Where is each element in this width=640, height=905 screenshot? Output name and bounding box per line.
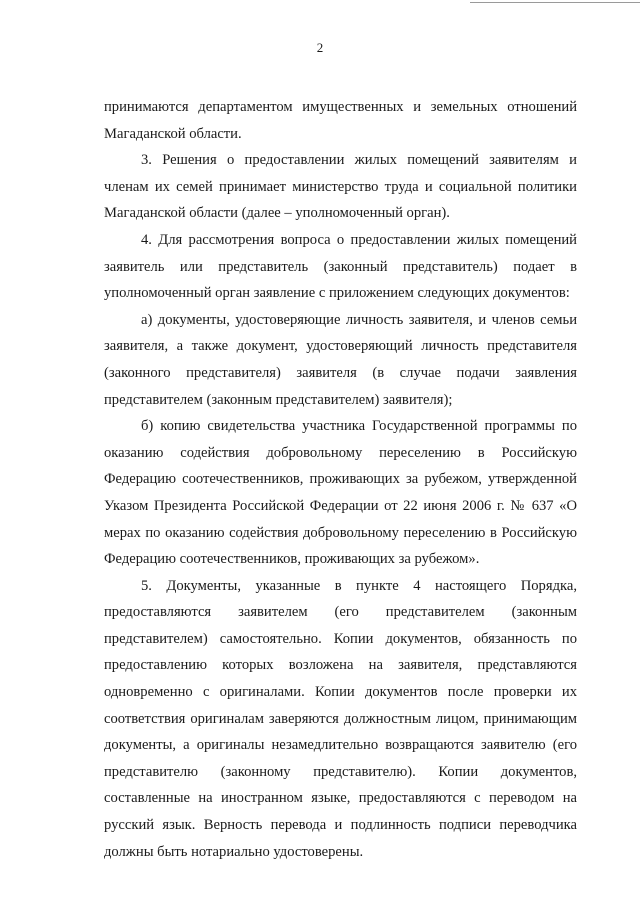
page-number: 2 <box>316 40 324 55</box>
paragraph-item-5: 5. Документы, указанные в пункте 4 настоящего Порядка, предоставляются заявителем (его представителем (законным представителем) самостоятельно. Копии документов, обязанность по предоставлению которых возложена на заявителя, представляются одновременно с оригиналами. Копии документов после проверки их соответствия оригиналам заверяются должностным лицом, принимающим документы, а оригиналы незамедлительно возвращаются заявителю (его представителю (законному представителю). Копии документов, составленные на иностранном языке, предоставляются с переводом на русский язык. Верность перевода и подлинность подписи переводчика должны быть нотариально удостоверены. <box>104 577 577 860</box>
document-body <box>104 94 577 865</box>
paragraph-subitem-a: а) документы, удостоверяющие личность заявителя, и членов семьи заявителя, а также документ, удостоверяющий личность представителя (законного представителя) заявителя (в случае подачи заявления представителем (законным представителем) заявителя); <box>104 311 577 408</box>
paragraph-continuation: принимаются департаментом имущественных и земельных отношений Магаданской области. <box>104 99 577 142</box>
paragraph-item-4: 4. Для рассмотрения вопроса о предоставлении жилых помещений заявитель или представитель (законный представитель) подает в уполномоченный орган заявление с приложением следующих документов: <box>104 231 577 302</box>
paragraph-item-3: 3. Решения о предоставлении жилых помещений заявителям и членам их семей принимает министерство труда и социальной политики Магаданской области (далее – уполномоченный орган). <box>104 152 577 222</box>
paragraph-subitem-b: б) копию свидетельства участника Государственной программы по оказанию содействия добровольному переселению в Российскую Федерацию соотечественников, проживающих за рубежом, утвержденной Указом Президента Российской Федерации от 22 июня 2006 г. № 637 «О мерах по оказанию содействия добровольному переселению в Российскую Федерацию соотечественников, проживающих за рубежом». <box>104 418 577 568</box>
scan-edge-line <box>470 2 640 3</box>
